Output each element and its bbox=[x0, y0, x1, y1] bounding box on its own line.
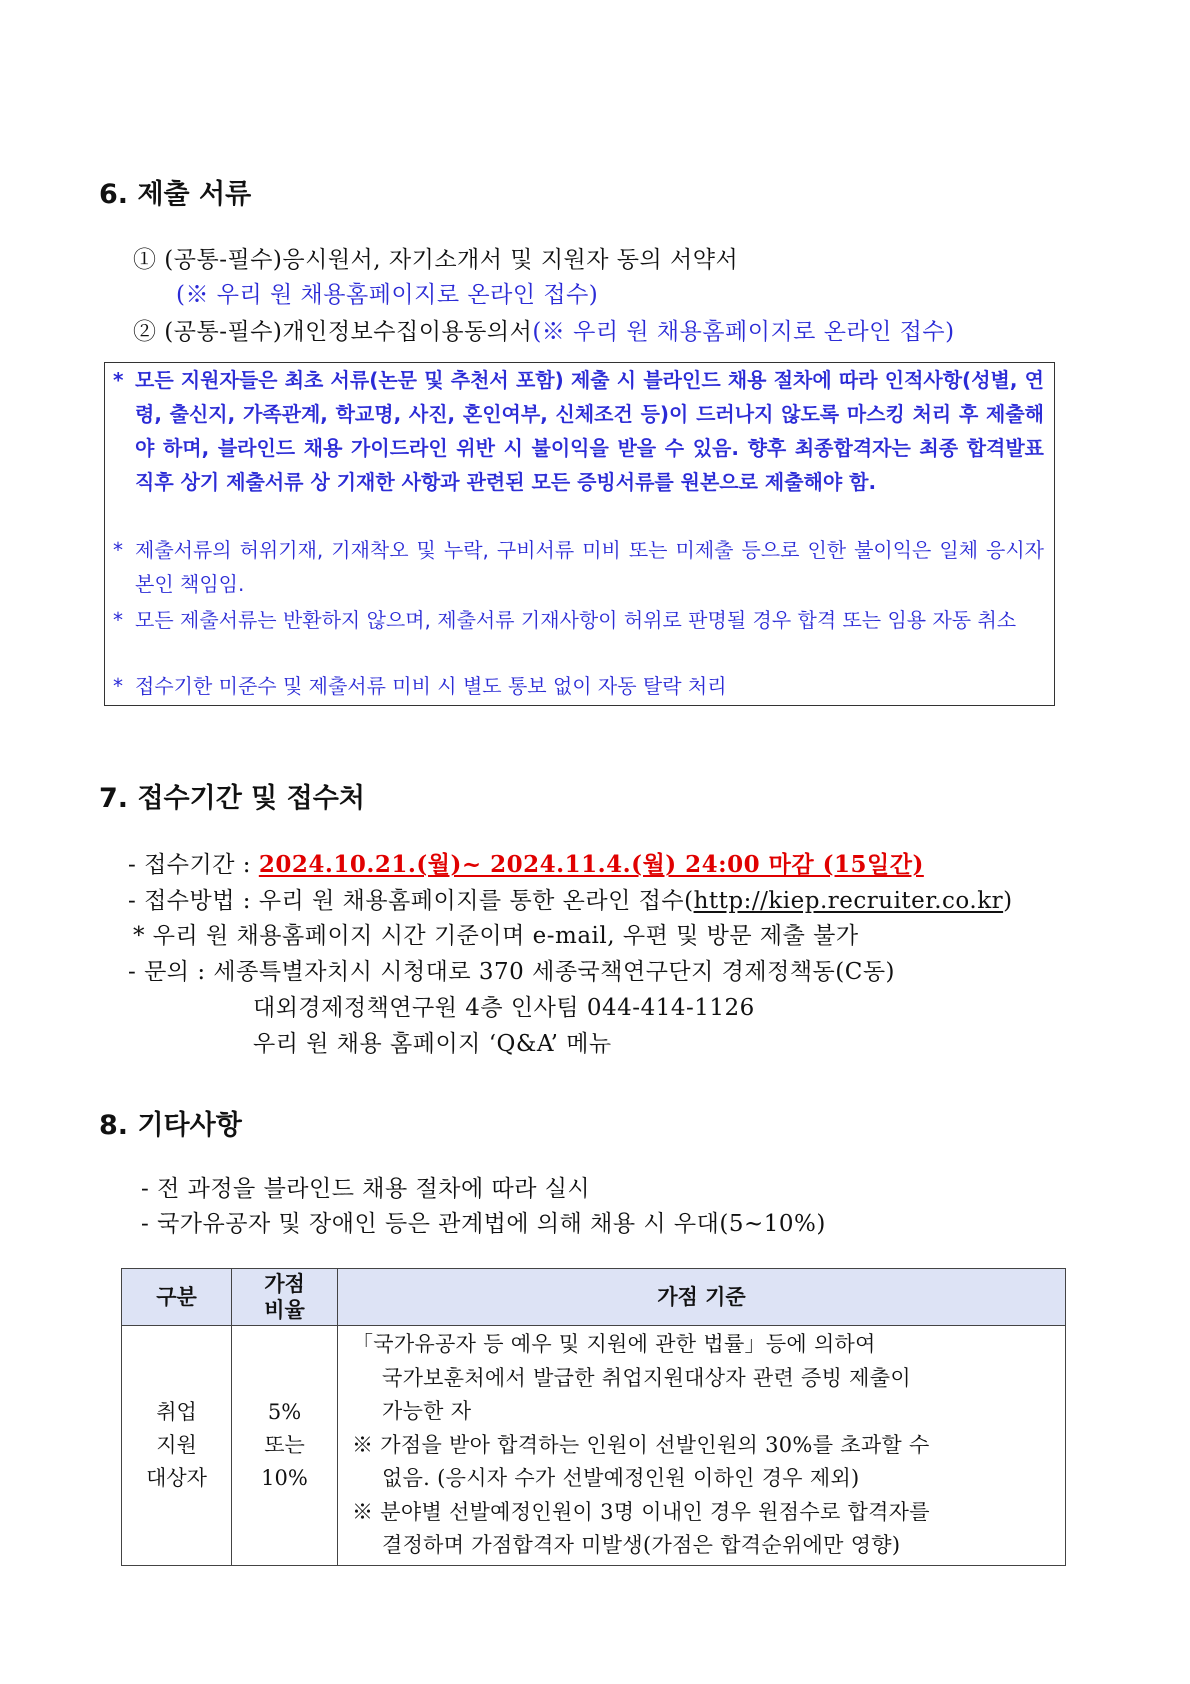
criteria-line: 「국가유공자 등 예우 및 지원에 관한 법률」등에 의하여 bbox=[352, 1332, 876, 1356]
note-item bbox=[113, 669, 1044, 703]
note-item bbox=[113, 363, 1044, 499]
note-item bbox=[113, 603, 1044, 637]
section-8-title: 8. 기타사항 bbox=[99, 1110, 242, 1141]
contact-line-3: 우리 원 채용 홈페이지 ‘Q&A’ 메뉴 bbox=[253, 1031, 612, 1057]
bonus-points-table bbox=[121, 1268, 1066, 1566]
contact-line-2: 대외경제정책연구원 4층 인사팀 044-414-1126 bbox=[253, 995, 755, 1021]
cell-category: 취업 지원 대상자 bbox=[122, 1326, 232, 1566]
header-ratio: 가점 비율 bbox=[232, 1269, 338, 1326]
submission-notes-box bbox=[104, 362, 1055, 706]
note-text: 제출서류의 허위기재, 기재착오 및 누락, 구비서류 미비 또는 미제출 등으로 인한 불이익은 일체 응시자 본인 책임임. bbox=[135, 538, 1044, 596]
header-category: 구분 bbox=[122, 1269, 232, 1326]
note-marker: * bbox=[113, 674, 123, 698]
application-period-label: - 접수기간 : bbox=[128, 852, 259, 878]
criteria-line: 가능한 자 bbox=[382, 1399, 472, 1423]
section-6-item-2 bbox=[133, 313, 955, 346]
criteria-line: 없음. (응시자 수가 선발예정인원 이하인 경우 제외) bbox=[382, 1466, 860, 1490]
section-6-item-2-text: ② (공통-필수)개인정보수집이용동의서 bbox=[133, 319, 533, 345]
criteria-line: 결정하며 가점합격자 미발생(가점은 합격순위에만 영향) bbox=[382, 1533, 901, 1557]
note-marker: * bbox=[113, 368, 124, 392]
application-period-value: 2024.10.21.(월)~ 2024.11.4.(월) 24:00 마감 (15일간) bbox=[258, 851, 924, 878]
recruit-site-link[interactable]: http://kiep.recruiter.co.kr bbox=[693, 888, 1004, 914]
section-6-item-1-note: (※ 우리 원 채용홈페이지로 온라인 접수) bbox=[176, 282, 599, 308]
table-header-row bbox=[122, 1269, 1066, 1326]
section-6-title: 6. 제출 서류 bbox=[99, 179, 252, 210]
section-8-item-1: - 전 과정을 블라인드 채용 절차에 따라 실시 bbox=[141, 1176, 591, 1202]
application-method-label: - 접수방법 : 우리 원 채용홈페이지를 통한 온라인 접수( bbox=[128, 888, 694, 914]
note-marker: * bbox=[113, 538, 123, 562]
application-method bbox=[128, 882, 1013, 915]
application-method-close: ) bbox=[1003, 888, 1013, 914]
contact-line-1: - 문의 : 세종특별자치시 시청대로 370 세종국책연구단지 경제정책동(C동) bbox=[128, 959, 896, 985]
section-6-item-2-note: (※ 우리 원 채용홈페이지로 온라인 접수) bbox=[532, 319, 955, 345]
application-method-note: * 우리 원 채용홈페이지 시간 기준이며 e-mail, 우편 및 방문 제출 불가 bbox=[133, 923, 859, 949]
cell-criteria bbox=[338, 1326, 1066, 1566]
criteria-line: ※ 가점을 받아 합격하는 인원이 선발인원의 30%를 초과할 수 bbox=[352, 1432, 930, 1457]
header-criteria: 가점 기준 bbox=[338, 1269, 1066, 1326]
note-text: 접수기한 미준수 및 제출서류 미비 시 별도 통보 없이 자동 탈락 처리 bbox=[135, 674, 727, 698]
note-marker: * bbox=[113, 608, 123, 632]
application-period bbox=[128, 846, 924, 879]
table-row bbox=[122, 1326, 1066, 1566]
note-item bbox=[113, 533, 1044, 601]
section-6-item-1: ① (공통-필수)응시원서, 자기소개서 및 지원자 동의 서약서 bbox=[133, 247, 739, 273]
cell-ratio: 5% 또는 10% bbox=[232, 1326, 338, 1566]
note-text: 모든 제출서류는 반환하지 않으며, 제출서류 기재사항이 허위로 판명될 경우 합격 또는 임용 자동 취소 bbox=[135, 608, 1017, 632]
note-text: 모든 지원자들은 최초 서류(논문 및 추천서 포함) 제출 시 블라인드 채용 절차에 따라 인적사항(성별, 연령, 출신지, 가족관계, 학교명, 사진, 혼인여부, 신체조건 등)이 드러나지 않도록 마스킹 처리 후 제출해야 하며, 블라인드 채용 가이드라인 위반 시 불이익을 받을 수 있음. 향후 최종합격자는 최종 합격발표 직후 상기 제출서류 상 기재한 사항과 관련된 모든 증빙서류를 원본으로 제출해야 함. bbox=[135, 368, 1044, 494]
criteria-line: ※ 분야별 선발예정인원이 3명 이내인 경우 원점수로 합격자를 bbox=[352, 1499, 930, 1524]
criteria-line: 국가보훈처에서 발급한 취업지원대상자 관련 증빙 제출이 bbox=[382, 1365, 911, 1390]
section-8-item-2: - 국가유공자 및 장애인 등은 관계법에 의해 채용 시 우대(5~10%) bbox=[141, 1211, 826, 1237]
section-7-title: 7. 접수기간 및 접수처 bbox=[99, 783, 365, 814]
